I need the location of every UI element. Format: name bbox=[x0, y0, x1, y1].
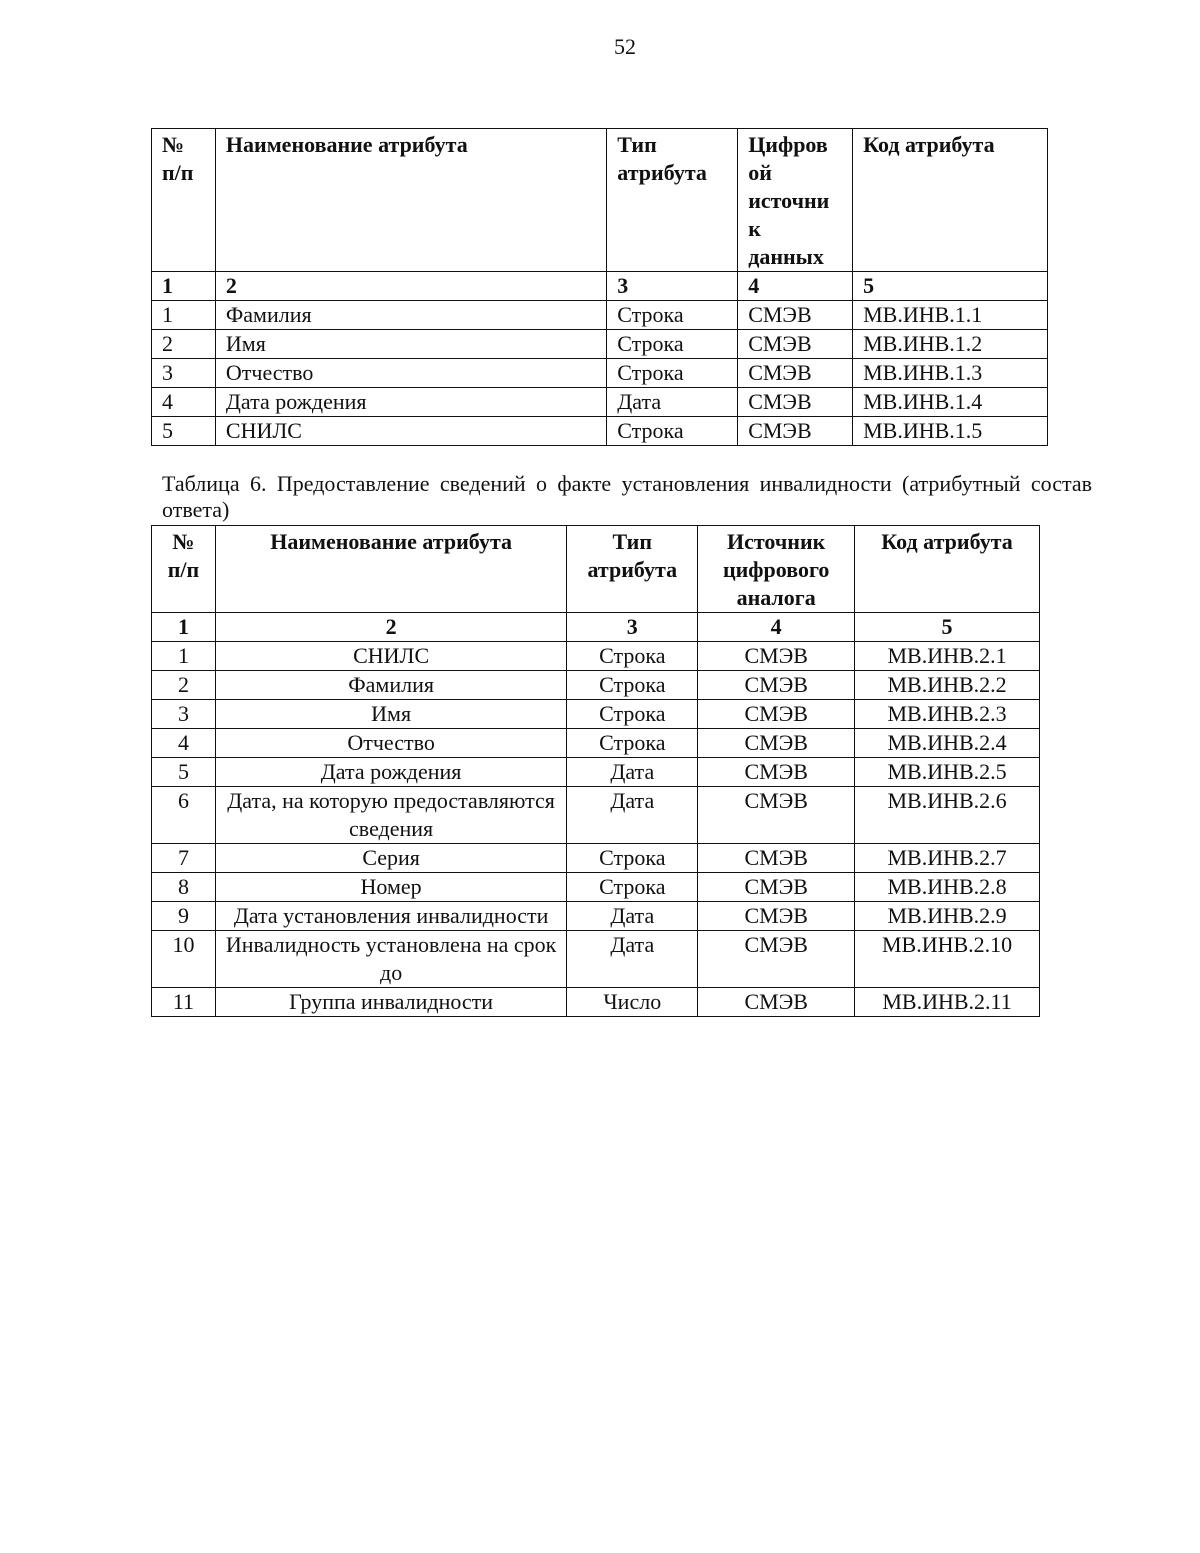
table-row bbox=[152, 729, 1040, 758]
attribute-code: МВ.ИНВ.1.1 bbox=[853, 301, 1048, 330]
header-type: Тип атрибута bbox=[567, 526, 698, 613]
attribute-type: Дата bbox=[607, 388, 738, 417]
header-code: Код атрибута bbox=[853, 129, 1048, 272]
attribute-code: МВ.ИНВ.2.7 bbox=[855, 844, 1040, 873]
attribute-type: Строка bbox=[607, 330, 738, 359]
attribute-type: Строка bbox=[607, 417, 738, 446]
attribute-type: Строка bbox=[567, 642, 698, 671]
attribute-type: Строка bbox=[567, 671, 698, 700]
index-cell: 1 bbox=[152, 272, 216, 301]
attribute-source: СМЭВ bbox=[698, 642, 855, 671]
attribute-name: СНИЛС bbox=[215, 417, 606, 446]
row-number: 4 bbox=[152, 729, 216, 758]
attribute-name: Дата установления инвалидности bbox=[215, 902, 566, 931]
table-row bbox=[152, 988, 1040, 1017]
attribute-name: Фамилия bbox=[215, 671, 566, 700]
table-row bbox=[152, 931, 1040, 988]
table-row bbox=[152, 758, 1040, 787]
row-number: 1 bbox=[152, 642, 216, 671]
attribute-source: СМЭВ bbox=[698, 671, 855, 700]
row-number: 4 bbox=[152, 388, 216, 417]
page-number: 52 bbox=[614, 34, 636, 59]
header-number: № п/п bbox=[152, 526, 216, 613]
attribute-code: МВ.ИНВ.2.8 bbox=[855, 873, 1040, 902]
table-row bbox=[152, 301, 1048, 330]
index-cell: 3 bbox=[567, 613, 698, 642]
table-row bbox=[152, 873, 1040, 902]
attribute-name: Дата рождения bbox=[215, 388, 606, 417]
attribute-name: Группа инвалидности bbox=[215, 988, 566, 1017]
attribute-name: Имя bbox=[215, 330, 606, 359]
row-number: 11 bbox=[152, 988, 216, 1017]
attribute-name: Имя bbox=[215, 700, 566, 729]
header-type: Тип атрибута bbox=[607, 129, 738, 272]
attribute-type: Строка bbox=[607, 359, 738, 388]
attribute-source: СМЭВ bbox=[738, 330, 853, 359]
attribute-code: МВ.ИНВ.1.3 bbox=[853, 359, 1048, 388]
attribute-source: СМЭВ bbox=[738, 417, 853, 446]
attribute-source: СМЭВ bbox=[698, 931, 855, 988]
attribute-code: МВ.ИНВ.2.2 bbox=[855, 671, 1040, 700]
attribute-type: Число bbox=[567, 988, 698, 1017]
header-name: Наименование атрибута bbox=[215, 129, 606, 272]
attribute-code: МВ.ИНВ.1.5 bbox=[853, 417, 1048, 446]
attribute-name: Серия bbox=[215, 844, 566, 873]
attribute-name: Инвалидность установлена на срок до bbox=[215, 931, 566, 988]
row-number: 3 bbox=[152, 359, 216, 388]
table-row bbox=[152, 642, 1040, 671]
attribute-name: Фамилия bbox=[215, 301, 606, 330]
attribute-code: МВ.ИНВ.2.10 bbox=[855, 931, 1040, 988]
attribute-code: МВ.ИНВ.2.5 bbox=[855, 758, 1040, 787]
row-number: 3 bbox=[152, 700, 216, 729]
attribute-type: Строка bbox=[567, 844, 698, 873]
table-row bbox=[152, 330, 1048, 359]
attribute-source: СМЭВ bbox=[698, 700, 855, 729]
attributes-table-1 bbox=[151, 128, 1048, 446]
attribute-source: СМЭВ bbox=[698, 729, 855, 758]
attribute-source: СМЭВ bbox=[738, 301, 853, 330]
attribute-source: СМЭВ bbox=[738, 388, 853, 417]
row-number: 8 bbox=[152, 873, 216, 902]
attribute-code: МВ.ИНВ.2.3 bbox=[855, 700, 1040, 729]
attribute-source: СМЭВ bbox=[698, 844, 855, 873]
row-number: 9 bbox=[152, 902, 216, 931]
row-number: 5 bbox=[152, 417, 216, 446]
attribute-type: Дата bbox=[567, 931, 698, 988]
table-row bbox=[152, 844, 1040, 873]
attribute-name: Отчество bbox=[215, 359, 606, 388]
row-number: 5 bbox=[152, 758, 216, 787]
attribute-source: СМЭВ bbox=[738, 359, 853, 388]
attribute-name: Номер bbox=[215, 873, 566, 902]
row-number: 6 bbox=[152, 787, 216, 844]
attribute-type: Строка bbox=[607, 301, 738, 330]
index-cell: 5 bbox=[855, 613, 1040, 642]
table-caption: Таблица 6. Предоставление сведений о факте установления инвалидности (атрибутный состав ответа) bbox=[162, 471, 1092, 522]
attribute-code: МВ.ИНВ.2.6 bbox=[855, 787, 1040, 844]
header-name: Наименование атрибута bbox=[215, 526, 566, 613]
attribute-name: Отчество bbox=[215, 729, 566, 758]
header-source: Цифров ой источни к данных bbox=[738, 129, 853, 272]
attribute-type: Дата bbox=[567, 787, 698, 844]
index-cell: 3 bbox=[607, 272, 738, 301]
index-cell: 5 bbox=[853, 272, 1048, 301]
index-cell: 2 bbox=[215, 272, 606, 301]
index-cell: 1 bbox=[152, 613, 216, 642]
header-source: Источник цифрового аналога bbox=[698, 526, 855, 613]
row-number: 2 bbox=[152, 330, 216, 359]
row-number: 7 bbox=[152, 844, 216, 873]
table-header-row bbox=[152, 129, 1048, 272]
attribute-name: СНИЛС bbox=[215, 642, 566, 671]
column-index-row bbox=[152, 272, 1048, 301]
table-row bbox=[152, 671, 1040, 700]
attribute-code: МВ.ИНВ.2.4 bbox=[855, 729, 1040, 758]
table-row bbox=[152, 700, 1040, 729]
table-row bbox=[152, 902, 1040, 931]
attributes-table-2 bbox=[151, 525, 1040, 1017]
header-code: Код атрибута bbox=[855, 526, 1040, 613]
attribute-type: Дата bbox=[567, 902, 698, 931]
attribute-source: СМЭВ bbox=[698, 902, 855, 931]
index-cell: 4 bbox=[738, 272, 853, 301]
row-number: 1 bbox=[152, 301, 216, 330]
attribute-name: Дата рождения bbox=[215, 758, 566, 787]
attribute-type: Дата bbox=[567, 758, 698, 787]
index-cell: 4 bbox=[698, 613, 855, 642]
attribute-source: СМЭВ bbox=[698, 758, 855, 787]
table-row bbox=[152, 787, 1040, 844]
table-row bbox=[152, 388, 1048, 417]
table-header-row bbox=[152, 526, 1040, 613]
table-row bbox=[152, 417, 1048, 446]
attribute-code: МВ.ИНВ.1.2 bbox=[853, 330, 1048, 359]
attribute-code: МВ.ИНВ.2.11 bbox=[855, 988, 1040, 1017]
attribute-code: МВ.ИНВ.2.1 bbox=[855, 642, 1040, 671]
index-cell: 2 bbox=[215, 613, 566, 642]
table-row bbox=[152, 359, 1048, 388]
row-number: 10 bbox=[152, 931, 216, 988]
row-number: 2 bbox=[152, 671, 216, 700]
attribute-type: Строка bbox=[567, 729, 698, 758]
attribute-code: МВ.ИНВ.2.9 bbox=[855, 902, 1040, 931]
attribute-type: Строка bbox=[567, 700, 698, 729]
attribute-type: Строка bbox=[567, 873, 698, 902]
header-number: № п/п bbox=[152, 129, 216, 272]
attribute-source: СМЭВ bbox=[698, 988, 855, 1017]
attribute-name: Дата, на которую предоставляются сведения bbox=[215, 787, 566, 844]
attribute-code: МВ.ИНВ.1.4 bbox=[853, 388, 1048, 417]
attribute-source: СМЭВ bbox=[698, 873, 855, 902]
column-index-row bbox=[152, 613, 1040, 642]
attribute-source: СМЭВ bbox=[698, 787, 855, 844]
